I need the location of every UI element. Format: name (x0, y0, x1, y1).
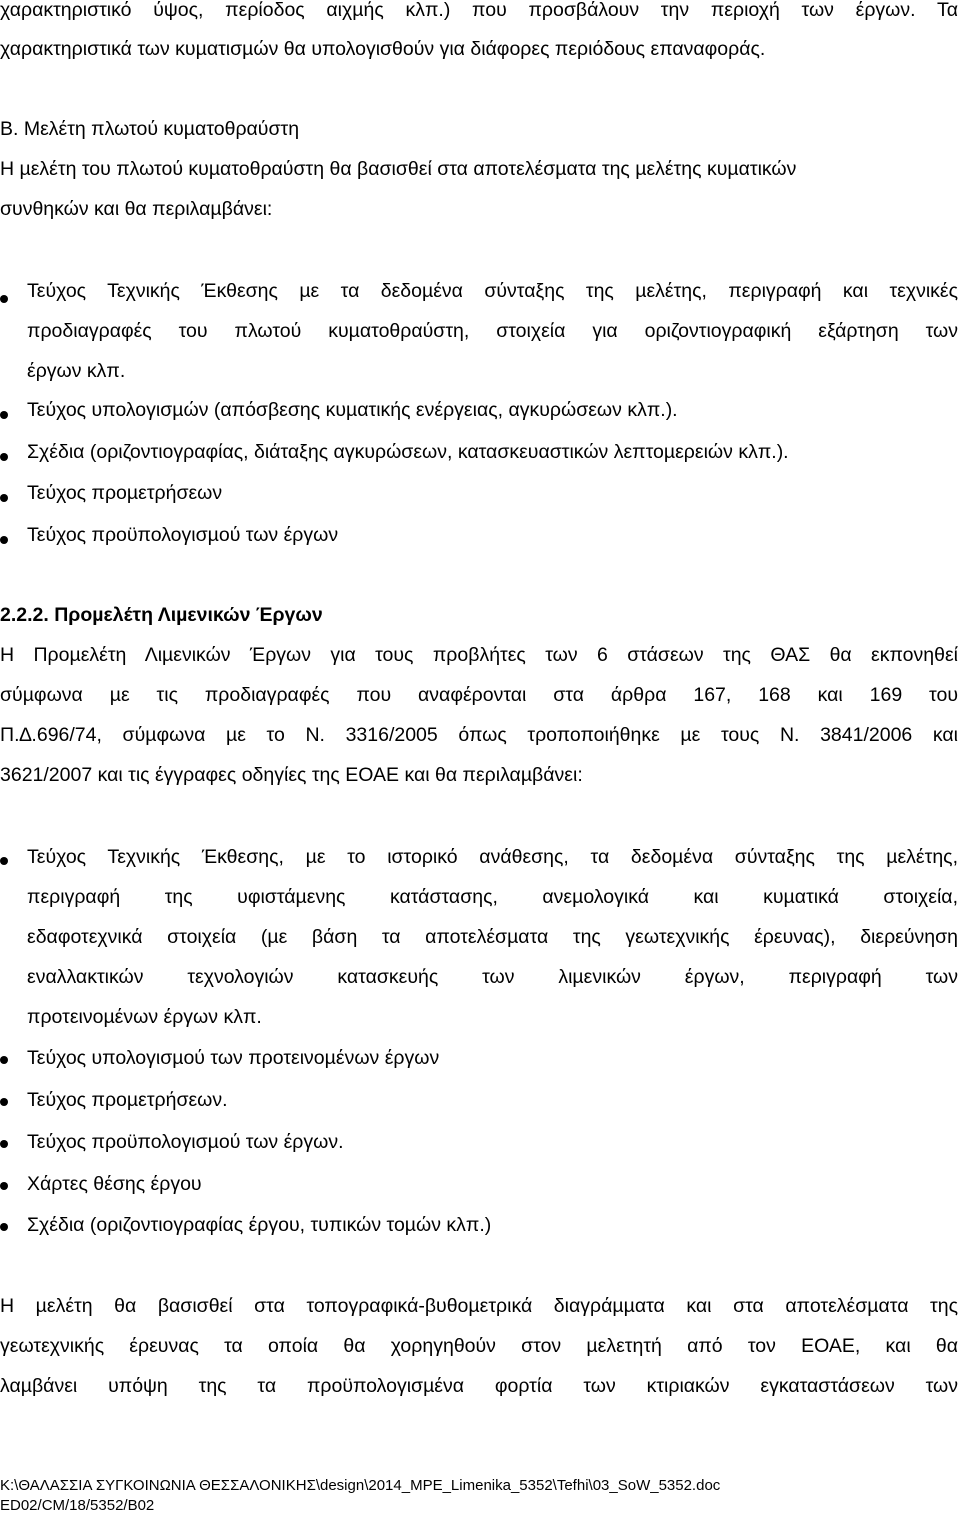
list-item-c5: Χάρτες θέσης έργου (27, 1173, 202, 1195)
section-222-paragraph-line-3: Π.∆.696/74, σύµφωνα µε το Ν. 3316/2005 όπως τροποποιήθηκε µε τους Ν. 3841/2006 και (0, 724, 958, 746)
list-item-b3: Σχέδια (οριζοντιογραφίας, διάταξης αγκυρώσεων, κατασκευαστικών λεπτοµερειών κλπ.). (27, 441, 789, 463)
list-item-b1-line-1: Τεύχος Τεχνικής Έκθεσης µε τα δεδοµένα σύνταξης της µελέτης, περιγραφή και τεχνικές (27, 280, 958, 302)
section-b-paragraph-line-2: συνθηκών και θα περιλαµβάνει: (0, 198, 273, 220)
bullet-dot (0, 857, 8, 865)
bullet-dot (0, 411, 8, 419)
closing-paragraph-line-1: Η µελέτη θα βασισθεί στα τοπογραφικά-βυθοµετρικά διαγράµµατα και στα αποτελέσµατα της (0, 1295, 958, 1317)
list-item-c3: Τεύχος προµετρήσεων. (27, 1089, 228, 1111)
section-222-paragraph-line-1: Η Προµελέτη Λιµενικών Έργων για τους προβλήτες των 6 στάσεων της ΘΑΣ θα εκπονηθεί (0, 644, 958, 666)
bullet-dot (0, 1098, 8, 1106)
bullet-dot (0, 1140, 8, 1148)
list-item-b1-line-3: έργων κλπ. (27, 360, 126, 382)
bullet-dot (0, 1056, 8, 1064)
section-222-paragraph-line-4: 3621/2007 και τις έγγραφες οδηγίες της ΕΟΑΕ και θα περιλαµβάνει: (0, 764, 583, 786)
intro-line-1: χαρακτηριστικό ύψος, περίοδος αιχµής κλπ.) που προσβάλουν την περιοχή των έργων. Τα (0, 0, 958, 21)
closing-paragraph-line-3: λαµβάνει υπόψη της τα προϋπολογισµένα φορτία των κτιριακών εγκαταστάσεων των (0, 1375, 958, 1397)
list-item-c1-line-3: εδαφοτεχνικά στοιχεία (µε βάση τα αποτελέσµατα της γεωτεχνικής έρευνας), διερεύνηση (27, 926, 958, 948)
section-b-paragraph-line-1: Η µελέτη του πλωτού κυµατοθραύστη θα βασισθεί στα αποτελέσµατα της µελέτης κυµατικών (0, 158, 797, 180)
list-item-c1-line-2: περιγραφή της υφιστάµενης κατάστασης, ανεµολογικά και κυµατικά στοιχεία, (27, 886, 958, 908)
bullet-dot (0, 295, 8, 303)
bullet-dot (0, 494, 8, 502)
list-item-c6: Σχέδια (οριζοντιογραφίας έργου, τυπικών τοµών κλπ.) (27, 1214, 492, 1236)
list-item-b1-line-2: προδιαγραφές του πλωτού κυµατοθραύστη, στοιχεία για οριζοντιογραφική εξάρτηση των (27, 320, 958, 342)
closing-paragraph-line-2: γεωτεχνικής έρευνας τα οποία θα χορηγηθούν στον µελετητή από τον ΕΟΑΕ, και θα (0, 1335, 958, 1357)
list-item-b5: Τεύχος προϋπολογισµού των έργων (27, 524, 339, 546)
section-222-paragraph-line-2: σύµφωνα µε τις προδιαγραφές που αναφέρονται στα άρθρα 167, 168 και 169 του (0, 684, 958, 706)
footer-document-code: ED02/CM/18/5352/B02 (0, 1497, 155, 1514)
intro-line-2: χαρακτηριστικά των κυµατισµών θα υπολογισθούν για διάφορες περιόδους επαναφοράς. (0, 38, 766, 60)
list-item-c1-line-1: Τεύχος Τεχνικής Έκθεσης, µε το ιστορικό ανάθεσης, τα δεδοµένα σύνταξης της µελέτης, (27, 846, 958, 868)
section-222-heading: 2.2.2. Προµελέτη Λιµενικών Έργων (0, 604, 323, 626)
list-item-c1-line-5: προτεινοµένων έργων κλπ. (27, 1006, 262, 1028)
bullet-dot (0, 1223, 8, 1231)
list-item-b2: Τεύχος υπολογισµών (απόσβεσης κυµατικής ενέργειας, αγκυρώσεων κλπ.). (27, 399, 678, 421)
bullet-dot (0, 536, 8, 544)
footer-file-path: K:\ΘΑΛΑΣΣΙΑ ΣΥΓΚΟΙΝΩΝΙΑ ΘΕΣΣΑΛΟΝΙΚΗΣ\design\2014_MPE_Limenika_5352\Tefhi\03_SoW_5352.doc (0, 1477, 721, 1494)
bullet-dot (0, 1182, 8, 1190)
list-item-c1-line-4: εναλλακτικών τεχνολογιών κατασκευής των λιµενικών έργων, περιγραφή των (27, 966, 958, 988)
section-b-heading: Β. Μελέτη πλωτού κυµατοθραύστη (0, 118, 300, 140)
list-item-c2: Τεύχος υπολογισµού των προτεινοµένων έργων (27, 1047, 440, 1069)
list-item-b4: Τεύχος προµετρήσεων (27, 482, 223, 504)
bullet-dot (0, 453, 8, 461)
list-item-c4: Τεύχος προϋπολογισµού των έργων. (27, 1131, 344, 1153)
